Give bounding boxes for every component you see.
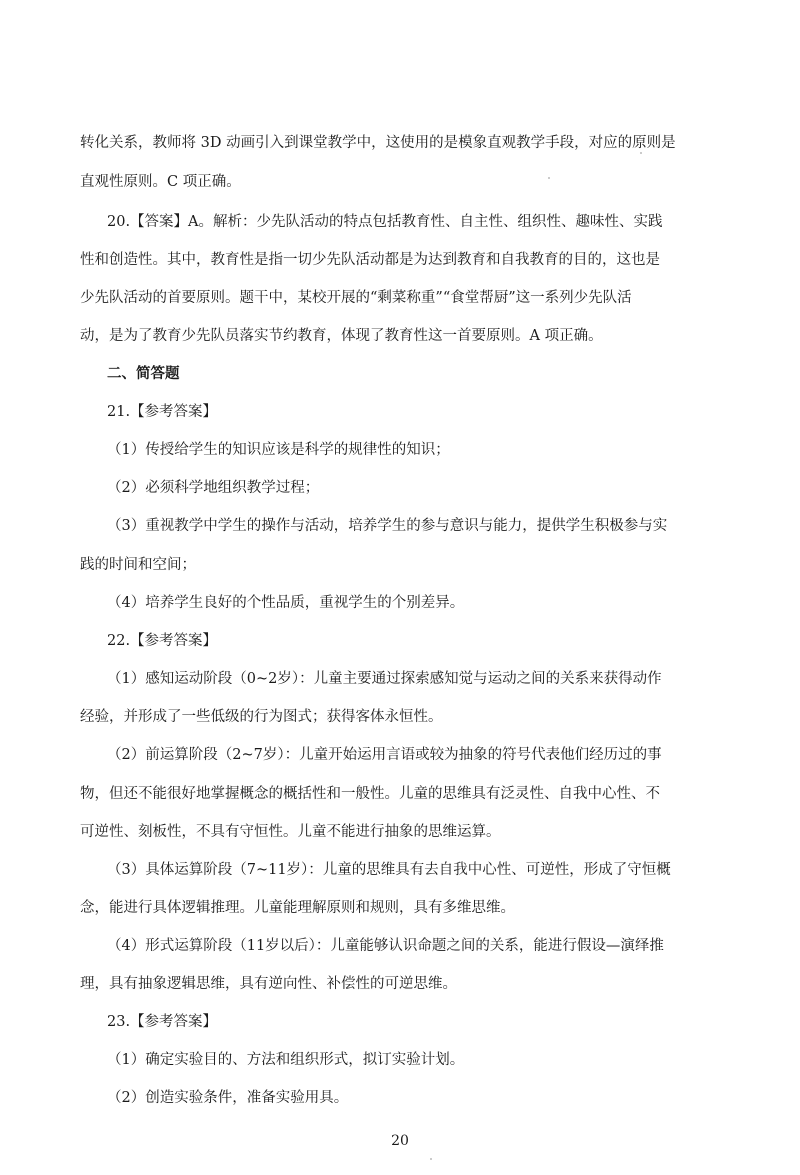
text-line: 少先队活动的首要原则。题干中，某校开展的“剩菜称重”“食堂帮厨”这一系列少先队活 bbox=[80, 290, 632, 306]
text-line: 转化关系，教师将 3D 动画引入到课堂教学中，这使用的是模象直观教学手段，对应的原则是 bbox=[80, 135, 676, 151]
text-line: （1）确定实验目的、方法和组织形式，拟订实验计划。 bbox=[107, 1052, 465, 1068]
text-line: （2）必须科学地组织教学过程； bbox=[107, 480, 320, 496]
scan-speck bbox=[640, 152, 642, 154]
text-line: （3）重视教学中学生的操作与活动，培养学生的参与意识与能力，提供学生积极参与实 bbox=[107, 518, 668, 534]
page-number: 20 bbox=[391, 1133, 409, 1149]
answer-23-heading: 23.【参考答案】 bbox=[107, 1014, 218, 1030]
text-line: 可逆性、刻板性，不具有守恒性。儿童不能进行抽象的思维运算。 bbox=[80, 824, 501, 840]
text-line: （1）感知运动阶段（0~2岁）：儿童主要通过探索感知觉与运动之间的关系来获得动作 bbox=[107, 671, 662, 687]
scan-speck bbox=[430, 1158, 432, 1160]
text-line: （3）具体运算阶段（7~11岁）：儿童的思维具有去自我中心性、可逆性，形成了守恒概 bbox=[107, 862, 671, 878]
text-line: 物，但还不能很好地掌握概念的概括性和一般性。儿童的思维具有泛灵性、自我中心性、不 bbox=[80, 786, 660, 802]
answer-20-line: 20.【答案】A。解析：少先队活动的特点包括教育性、自主性、组织性、趣味性、实践 bbox=[107, 214, 663, 230]
text-line: 直观性原则。C 项正确。 bbox=[80, 174, 241, 190]
text-line: （2）创造实验条件，准备实验用具。 bbox=[107, 1090, 349, 1106]
text-line: （1）传授给学生的知识应该是科学的规律性的知识； bbox=[107, 442, 450, 458]
answer-22-heading: 22.【参考答案】 bbox=[107, 633, 218, 649]
text-line: （2）前运算阶段（2~7岁）：儿童开始运用言语或较为抽象的符号代表他们经历过的事 bbox=[107, 747, 662, 763]
text-line: 念，能进行具体逻辑推理。儿童能理解原则和规则，具有多维思维。 bbox=[80, 900, 515, 916]
scan-speck bbox=[548, 177, 550, 179]
text-line: 经验，并形成了一些低级的行为图式；获得客体永恒性。 bbox=[80, 709, 443, 725]
section-heading: 二、简答题 bbox=[107, 366, 180, 382]
answer-21-heading: 21.【参考答案】 bbox=[107, 404, 218, 420]
text-line: 动，是为了教育少先队员落实节约教育，体现了教育性这一首要原则。A 项正确。 bbox=[80, 328, 603, 344]
text-line: （4）培养学生良好的个性品质，重视学生的个别差异。 bbox=[107, 595, 465, 611]
text-line: 性和创造性。其中，教育性是指一切少先队活动都是为达到教育和自我教育的目的，这也是 bbox=[80, 252, 660, 268]
text-line: 践的时间和空间； bbox=[80, 557, 196, 573]
text-line: （4）形式运算阶段（11岁以后）：儿童能够认识命题之间的关系，能进行假设—演绎推 bbox=[107, 938, 664, 954]
text-line: 理，具有抽象逻辑思维，具有逆向性、补偿性的可逆思维。 bbox=[80, 976, 457, 992]
